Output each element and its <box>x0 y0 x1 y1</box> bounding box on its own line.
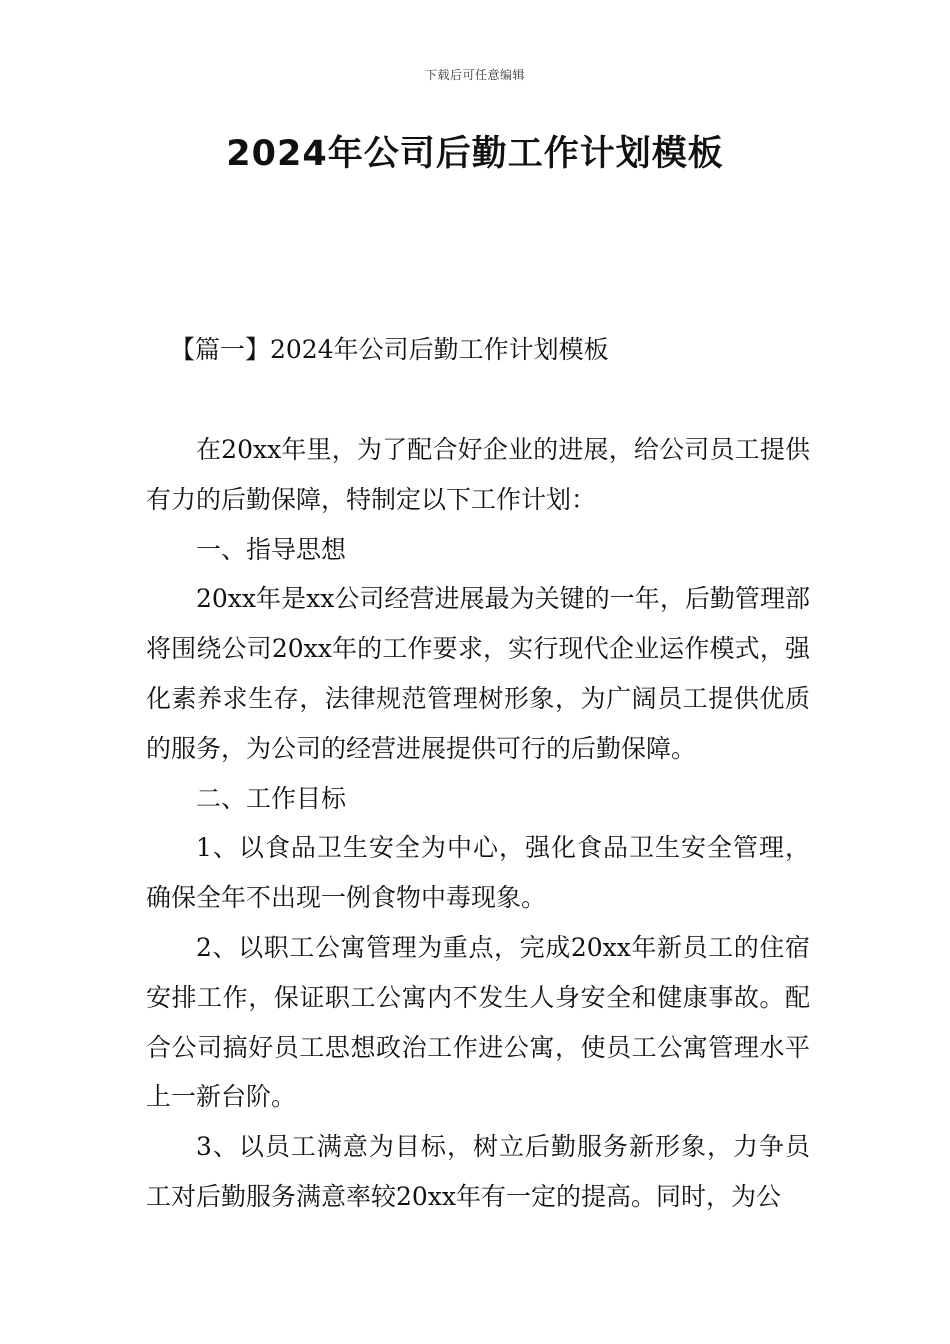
paragraph-intro: 在20xx年里，为了配合好企业的进展，给公司员工提供有力的后勤保障，特制定以下工作计划： <box>146 435 810 514</box>
heading-work-goals: 二、工作目标 <box>196 783 347 813</box>
header-note: 下载后可任意编辑 <box>424 68 525 82</box>
paragraph-guiding-ideology: 20xx年是xx公司经营进展最为关键的一年，后勤管理部将围绕公司20xx年的工作要求，实行现代企业运作模式，强化素养求生存，法律规范管理树形象，为广阔员工提供优质的服务，为公司的经营进展提供可行的后勤保障。 <box>146 584 810 763</box>
section-heading: 【篇一】2024年公司后勤工作计划模板 <box>170 335 609 364</box>
paragraph-goal-1: 1、以食品卫生安全为中心，强化食品卫生安全管理，确保全年不出现一例食物中毒现象。 <box>146 833 810 913</box>
paragraph-goal-3: 3、以员工满意为目标，树立后勤服务新形象，力争员工对后勤服务满意率较20xx年有一定的提高。同时，为公 <box>146 1132 810 1211</box>
heading-guiding-ideology: 一、指导思想 <box>196 534 347 564</box>
paragraph-goal-2: 2、以职工公寓管理为重点，完成20xx年新员工的住宿安排工作，保证职工公寓内不发生人身安全和健康事故。配合公司搞好员工思想政治工作进公寓，使员工公寓管理水平上一新台阶。 <box>146 932 810 1112</box>
document-title: 2024年公司后勤工作计划模板 <box>226 134 724 174</box>
document-body <box>146 425 810 1222</box>
